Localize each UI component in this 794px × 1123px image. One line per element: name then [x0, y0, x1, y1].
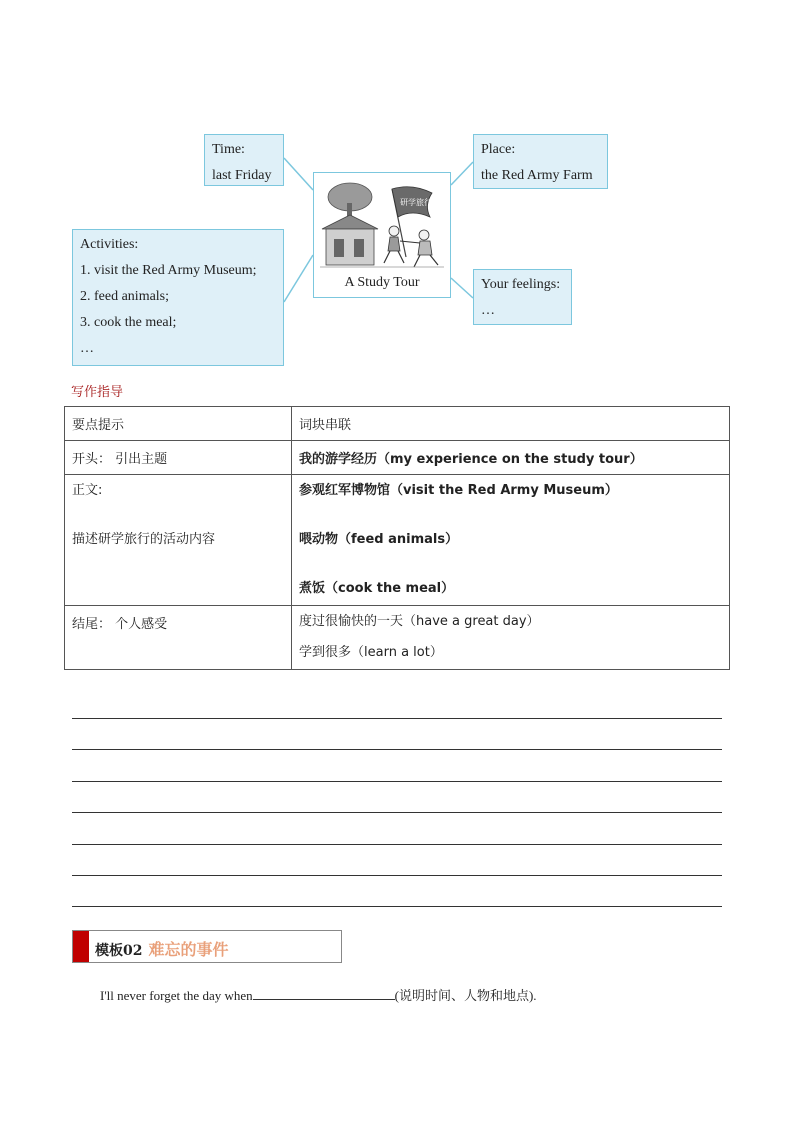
place-value: the Red Army Farm — [481, 168, 593, 183]
writing-line[interactable] — [72, 875, 722, 876]
row-ending-right-1: 度过很愉快的一天（have a great day） — [299, 614, 540, 629]
row-body-right-2: 喂动物（feed animals） — [299, 532, 459, 547]
row-ending-right-2: 学到很多（learn a lot） — [299, 645, 443, 660]
table-row — [65, 441, 730, 475]
activity-item: 3. cook the meal; — [80, 315, 177, 330]
row-body-left-1: 正文: — [72, 483, 103, 498]
table-row — [65, 606, 730, 670]
row-opening-left: 开头： 引出主题 — [65, 441, 292, 475]
row-ending-right — [292, 606, 730, 670]
study-tour-caption: A Study Tour — [344, 275, 420, 290]
activity-item: … — [80, 341, 94, 356]
writing-line[interactable] — [72, 781, 722, 782]
time-label: Time: — [212, 142, 245, 157]
header-phrases: 词块串联 — [292, 407, 730, 441]
feelings-label: Your feelings: — [481, 277, 561, 292]
table-header-row — [65, 407, 730, 441]
place-box — [473, 134, 608, 189]
writing-line[interactable] — [72, 812, 722, 813]
template-heading-box — [72, 930, 342, 963]
row-ending-left: 结尾： 个人感受 — [65, 606, 292, 670]
study-tour-illustration-icon — [320, 179, 444, 273]
feelings-value: … — [481, 303, 495, 318]
row-body-left — [65, 475, 292, 606]
writing-guide-table — [64, 406, 730, 670]
row-body-right — [292, 475, 730, 606]
template-accent-bar — [73, 931, 89, 962]
time-value: last Friday — [212, 168, 272, 183]
place-label: Place: — [481, 142, 516, 157]
template-number: 模板02 — [95, 943, 143, 959]
sentence-start: I'll never forget the day when — [100, 988, 253, 1003]
template-title: 难忘的事件 — [148, 940, 229, 959]
row-opening-right: 我的游学经历（my experience on the study tour） — [292, 441, 730, 475]
study-tour-picture-box — [313, 172, 451, 298]
sentence-blank[interactable] — [253, 987, 395, 1000]
writing-line[interactable] — [72, 844, 722, 845]
row-body-left-2: 描述研学旅行的活动内容 — [72, 532, 216, 547]
sentence-hint: (说明时间、人物和地点). — [394, 988, 537, 1003]
writing-lines[interactable] — [72, 718, 722, 938]
table-row — [65, 475, 730, 606]
writing-guide-title: 写作指导 — [71, 385, 124, 400]
writing-line[interactable] — [72, 749, 722, 750]
activity-item: 2. feed animals; — [80, 289, 170, 304]
feelings-box — [473, 269, 572, 325]
activities-box — [72, 229, 284, 366]
flag-text: 研学旅行 — [400, 198, 432, 207]
writing-line[interactable] — [72, 718, 722, 719]
template-sentence — [100, 985, 537, 1004]
writing-line[interactable] — [72, 906, 722, 907]
activities-label: Activities: — [80, 237, 139, 252]
time-box — [204, 134, 284, 186]
header-key-points: 要点提示 — [65, 407, 292, 441]
template-heading — [95, 937, 229, 960]
activity-item: 1. visit the Red Army Museum; — [80, 263, 257, 278]
row-body-right-1: 参观红军博物馆（visit the Red Army Museum） — [299, 483, 618, 498]
row-body-right-3: 煮饭（cook the meal） — [299, 581, 455, 596]
